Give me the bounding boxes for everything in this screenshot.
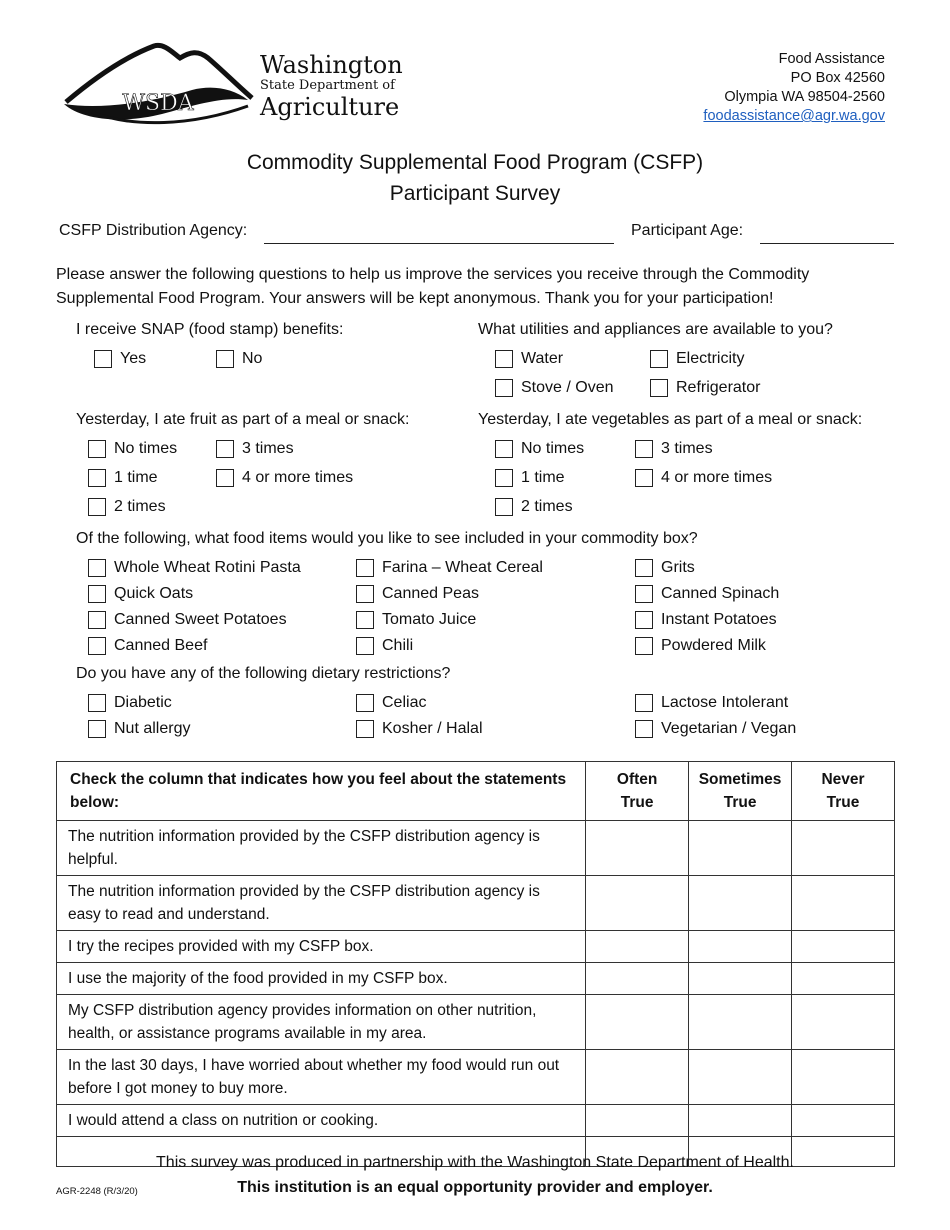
snap-no-checkbox[interactable] [216,348,262,370]
veg-1-checkbox[interactable] [495,467,565,489]
contact-line3: Olympia WA 98504-2560 [724,89,885,105]
option-label: Quick Oats [114,585,194,602]
contact-line1: Food Assistance [778,51,885,67]
table-row [57,821,895,876]
fruit-2-checkbox[interactable] [88,496,166,518]
option-label: Chili [382,637,414,654]
option-label: Grits [661,559,695,576]
food-grits-checkbox[interactable] [635,557,695,579]
option-label: Refrigerator [676,379,761,396]
logo-line3: Agriculture [260,93,400,121]
option-label: 2 times [114,498,166,515]
never-cell[interactable] [792,876,895,931]
footer-partnership: This survey was produced in partnership with the Washington State Department of Health. [156,1154,794,1171]
often-cell[interactable] [586,876,689,931]
contact-line2: PO Box 42560 [790,70,885,86]
checkbox-box[interactable] [356,694,374,712]
option-label: 4 or more times [661,469,773,486]
sometimes-cell[interactable] [689,876,792,931]
table-row [57,1105,895,1137]
checkbox-box[interactable] [495,350,513,368]
option-label: 4 or more times [242,469,354,486]
sometimes-cell[interactable] [689,995,792,1050]
often-cell[interactable] [586,821,689,876]
sometimes-cell[interactable] [689,1105,792,1137]
option-label: Celiac [382,694,427,711]
checkbox-box[interactable] [88,440,106,458]
utility-refrigerator-checkbox[interactable] [650,377,760,399]
agency-label: CSFP Distribution Agency: [59,222,248,239]
statement-text: The nutrition information provided by the CSFP distribution agency is easy to read and understand. [57,876,586,931]
checkbox-box[interactable] [88,611,106,629]
col-label: Often [616,771,658,788]
checkbox-box[interactable] [88,694,106,712]
table-row [57,876,895,931]
statement-text: My CSFP distribution agency provides information on other nutrition, health, or assistance programs available in my area. [57,995,586,1050]
food-peas-checkbox[interactable] [356,583,479,605]
logo-line1: Washington [260,51,403,79]
often-cell[interactable] [586,995,689,1050]
never-cell[interactable] [792,963,895,995]
checkbox-box[interactable] [216,469,234,487]
checkbox-box[interactable] [216,350,234,368]
statements-header: Check the column that indicates how you feel about the statements below: [57,762,586,821]
veg-3-checkbox[interactable] [635,438,713,460]
col-label: Never [821,771,865,788]
checkbox-box[interactable] [88,637,106,655]
food-spinach-checkbox[interactable] [635,583,779,605]
option-label: Tomato Juice [382,611,477,628]
sometimes-cell[interactable] [689,931,792,963]
food-oats-checkbox[interactable] [88,583,193,605]
intro-text: Please answer the following questions to help us improve the services you receive through the Commodity Supplemental Food Program. Your answers will be kept anonymous. Thank you for your participation! [56,266,810,307]
diet-nut-checkbox[interactable] [88,718,190,740]
checkbox-box[interactable] [635,469,653,487]
statement-text: I try the recipes provided with my CSFP box. [57,931,586,963]
option-label: Lactose Intolerant [661,694,789,711]
often-cell[interactable] [586,931,689,963]
col-never-true [792,762,895,821]
statement-text: I would attend a class on nutrition or cooking. [57,1105,586,1137]
table-row [57,995,895,1050]
checkbox-box[interactable] [495,440,513,458]
never-cell[interactable] [792,1105,895,1137]
option-label: Canned Beef [114,637,208,654]
contact-block [703,50,885,126]
table-row [57,1050,895,1105]
food-items-question: Of the following, what food items would you like to see included in your commodity box? [76,530,698,547]
utility-water-checkbox[interactable] [495,348,563,370]
option-label: No times [114,440,178,457]
option-label: Electricity [676,350,745,367]
option-label: 3 times [242,440,294,457]
never-cell[interactable] [792,931,895,963]
option-label: 2 times [521,498,573,515]
option-label: Canned Spinach [661,585,780,602]
fruit-3-checkbox[interactable] [216,438,294,460]
table-row [57,963,895,995]
veg-none-checkbox[interactable] [495,438,584,460]
never-cell[interactable] [792,995,895,1050]
checkbox-box[interactable] [650,379,668,397]
option-label: Instant Potatoes [661,611,777,628]
statements-table [56,761,895,1167]
checkbox-box[interactable] [94,350,112,368]
food-chili-checkbox[interactable] [356,635,413,657]
checkbox-box[interactable] [356,611,374,629]
utility-electricity-checkbox[interactable] [650,348,744,370]
checkbox-box[interactable] [635,637,653,655]
often-cell[interactable] [586,1050,689,1105]
col-label: True [620,794,654,811]
checkbox-box[interactable] [635,694,653,712]
option-label: Canned Peas [382,585,479,602]
option-label: Powdered Milk [661,637,766,654]
logo-line2: State Department of [260,78,395,93]
checkbox-box[interactable] [88,559,106,577]
vegetables-question: Yesterday, I ate vegetables as part of a meal or snack: [478,411,863,428]
option-label: Canned Sweet Potatoes [114,611,287,628]
checkbox-box[interactable] [635,440,653,458]
sometimes-cell[interactable] [689,963,792,995]
food-beef-checkbox[interactable] [88,635,207,657]
checkbox-box[interactable] [356,720,374,738]
often-cell[interactable] [586,963,689,995]
form-title: Commodity Supplemental Food Program (CSFP) [246,151,704,174]
statement-text: In the last 30 days, I have worried about whether my food would run out before I got money to buy more. [57,1050,586,1105]
option-label: Diabetic [114,694,172,711]
food-farina-checkbox[interactable] [356,557,543,579]
form-subtitle: Participant Survey [389,182,561,205]
option-label: Farina – Wheat Cereal [382,559,543,576]
statement-text: The nutrition information provided by the CSFP distribution agency is helpful. [57,821,586,876]
age-label: Participant Age: [631,222,744,239]
checkbox-box[interactable] [88,720,106,738]
checkbox-box[interactable] [88,498,106,516]
form-number: AGR-2248 (R/3/20) [56,1186,138,1197]
col-label: Sometimes [698,771,782,788]
option-label: Vegetarian / Vegan [661,720,797,737]
option-label: No times [521,440,585,457]
option-label: Water [521,350,564,367]
diet-celiac-checkbox[interactable] [356,692,426,714]
checkbox-box[interactable] [635,585,653,603]
age-input-line[interactable] [760,243,894,244]
sometimes-cell[interactable] [689,1050,792,1105]
checkbox-box[interactable] [635,559,653,577]
diet-diabetic-checkbox[interactable] [88,692,172,714]
veg-2-checkbox[interactable] [495,496,573,518]
table-row [57,931,895,963]
footer-equal-opportunity: This institution is an equal opportunity provider and employer. [237,1179,713,1196]
option-label: Whole Wheat Rotini Pasta [114,559,301,576]
checkbox-box[interactable] [650,350,668,368]
food-milk-checkbox[interactable] [635,635,766,657]
contact-email-link[interactable]: foodassistance@agr.wa.gov [703,108,885,124]
fruit-4plus-checkbox[interactable] [216,467,353,489]
option-label: 1 time [521,469,565,486]
statement-text: I use the majority of the food provided in my CSFP box. [57,963,586,995]
food-tomato-juice-checkbox[interactable] [356,609,476,631]
diet-kosher-checkbox[interactable] [356,718,483,740]
food-instant-potatoes-checkbox[interactable] [635,609,777,631]
checkbox-box[interactable] [495,379,513,397]
fruit-question: Yesterday, I ate fruit as part of a meal or snack: [76,411,410,428]
option-label: Nut allergy [114,720,191,737]
option-label: 3 times [661,440,713,457]
option-label: Stove / Oven [521,379,614,396]
fruit-1-checkbox[interactable] [88,467,158,489]
fruit-none-checkbox[interactable] [88,438,177,460]
sometimes-cell[interactable] [689,821,792,876]
logo-wordmark [260,52,403,120]
agency-input-line[interactable] [264,243,614,244]
option-label: 1 time [114,469,158,486]
checkbox-box[interactable] [495,469,513,487]
snap-question: I receive SNAP (food stamp) benefits: [76,321,344,338]
table-header-row [57,762,895,821]
col-label: True [723,794,757,811]
checkbox-box[interactable] [635,720,653,738]
checkbox-box[interactable] [88,469,106,487]
food-sweet-potatoes-checkbox[interactable] [88,609,287,631]
option-label: Yes [120,350,147,367]
col-label: True [826,794,860,811]
never-cell[interactable] [792,821,895,876]
option-label: Kosher / Halal [382,720,483,737]
utilities-question: What utilities and appliances are available to you? [478,321,833,338]
checkbox-box[interactable] [495,498,513,516]
wsda-logo [62,40,257,126]
checkbox-box[interactable] [88,585,106,603]
logo-abbr: WSDA [122,91,194,116]
food-rotini-checkbox[interactable] [88,557,301,579]
checkbox-box[interactable] [356,637,374,655]
col-sometimes-true [689,762,792,821]
checkbox-box[interactable] [216,440,234,458]
col-often-true [586,762,689,821]
checkbox-box[interactable] [356,585,374,603]
utility-stove-checkbox[interactable] [495,377,614,399]
often-cell[interactable] [586,1105,689,1137]
checkbox-box[interactable] [635,611,653,629]
veg-4plus-checkbox[interactable] [635,467,772,489]
diet-lactose-checkbox[interactable] [635,692,788,714]
dietary-question: Do you have any of the following dietary restrictions? [76,665,451,682]
never-cell[interactable] [792,1050,895,1105]
checkbox-box[interactable] [356,559,374,577]
diet-vegetarian-checkbox[interactable] [635,718,796,740]
snap-yes-checkbox[interactable] [94,348,146,370]
option-label: No [242,350,263,367]
